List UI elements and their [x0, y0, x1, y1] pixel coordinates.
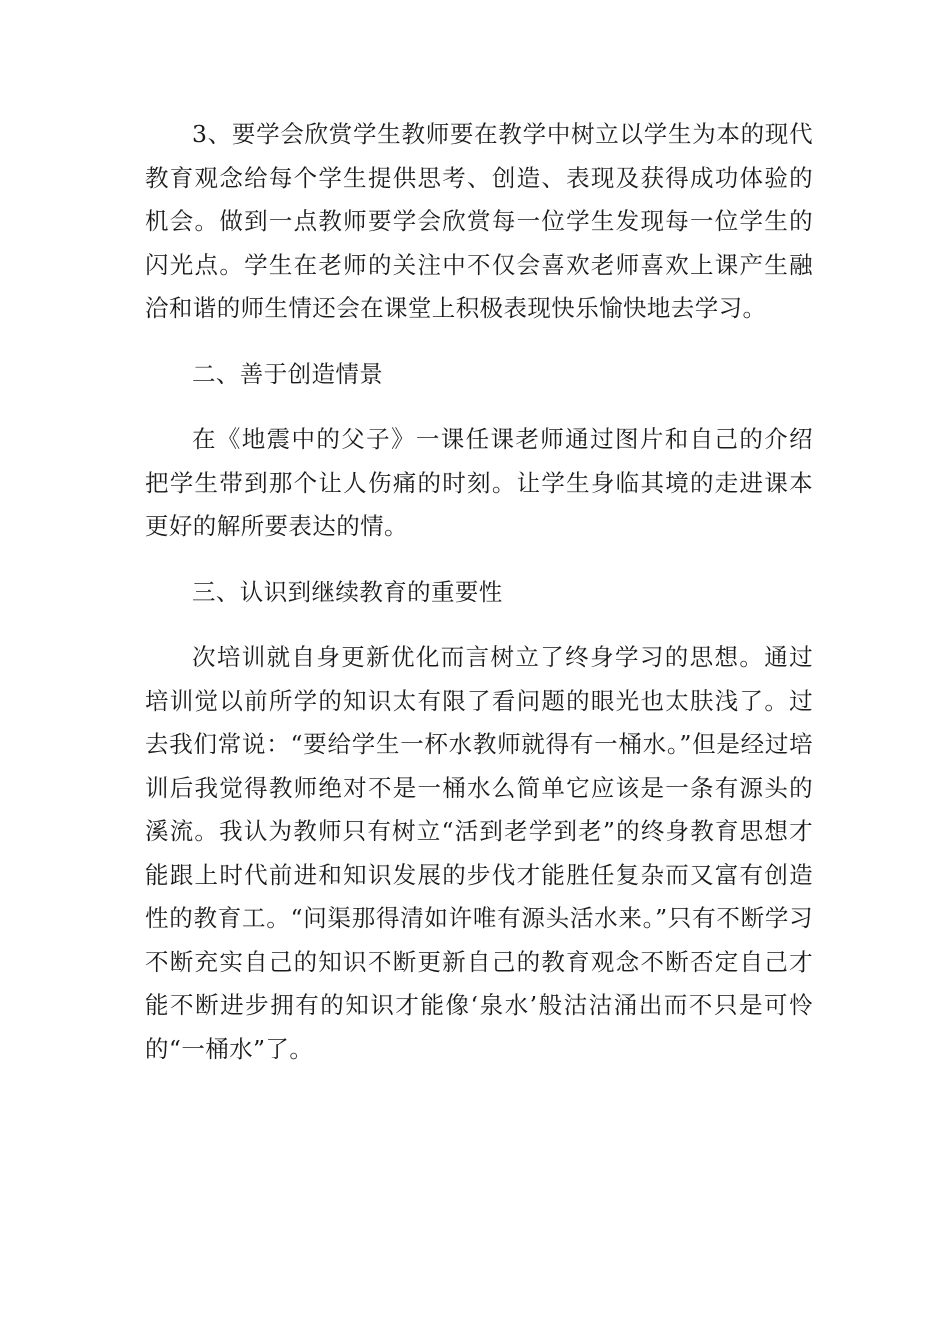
paragraph-earthquake-lesson: 在《地震中的父子》一课任课老师通过图片和自己的介绍把学生带到那个让人伤痛的时刻。让学生身临其境的走进课本更好的解所要表达的情。 [145, 425, 813, 540]
heading-create-scenarios: 二、善于创造情景 [192, 359, 384, 388]
paragraph-gap [145, 331, 813, 353]
paragraph-gap [145, 614, 813, 636]
paragraph-appreciate-students: 3、要学会欣赏学生教师要在教学中树立以学生为本的现代教育观念给每个学生提供思考、创造、表现及获得成功体验的机会。做到一点教师要学会欣赏每一位学生发现每一位学生的闪光点。学生在老师的关注中不仅会喜欢老师喜欢上课产生融洽和谐的师生情还会在课堂上积极表现快乐愉快地去学习。 [145, 120, 813, 322]
paragraph-lifelong-learning: 次培训就自身更新优化而言树立了终身学习的思想。通过培训觉以前所学的知识太有限了看问题的眼光也太肤浅了。过去我们常说：“要给学生一杯水教师就得有一桶水。”但是经过培训后我觉得教师绝对不是一桶水么简单它应该是一条有源头的溪流。我认为教师只有树立“活到老学到老”的终身教育思想才能跟上时代前进和知识发展的步伐才能胜任复杂而又富有创造性的教育工。“问渠那得清如许唯有源头活水来。”只有不断学习不断充实自己的知识不断更新自己的教育观念不断否定自己才能不断进步拥有的知识才能像‘泉水’般沽沽涌出而不只是可怜的“一桶水”了。 [145, 643, 813, 1063]
document-page [145, 113, 813, 1071]
heading-continuing-education: 三、认识到继续教育的重要性 [192, 577, 503, 606]
paragraph-gap [145, 549, 813, 571]
paragraph-gap [145, 396, 813, 418]
